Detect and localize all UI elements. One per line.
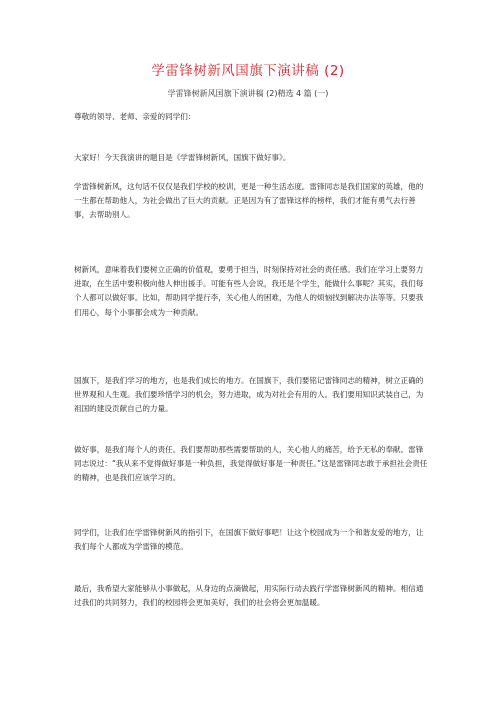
body-paragraph-3: 国旗下，是我们学习的地方，也是我们成长的地方。在国旗下，我们要铭记雷锋同志的精神，树立正确的世界观和人生观。我们要珍惜学习的机会，努力进取，成为对社会有用的人。我们要用知识武装自己，为祖国的建设贡献自己的力量。 — [74, 376, 424, 414]
body-paragraph-2: 树新风，意味着我们要树立正确的价值观，要勇于担当，时刻保持对社会的责任感。我们在学习上要努力进取，在生活中要积极向他人伸出援手。可能有些人会说，我还是个学生，能做什么事呢？其实，我们每个人都可以做好事。比如，帮助同学提行李，关心他人的困难，为他人的烦恼找到解决办法等等。只要我们用心，每个小事都会成为一种贡献。 — [74, 265, 424, 317]
closing-paragraph: 最后，我希望大家能够从小事做起，从身边的点滴做起，用实际行动去践行学雷锋树新风的精神。相信通过我们的共同努力，我们的校园将会更加美好，我们的社会将会更加温暖。 — [74, 584, 424, 608]
document-subtitle: 学雷锋树新风国旗下演讲稿 (2)精选 4 篇 (一) — [167, 89, 329, 98]
greeting-paragraph: 大家好！今天我演讲的题目是《学雷锋树新风，国旗下做好事》。 — [74, 153, 291, 162]
body-paragraph-5: 同学们，让我们在学雷锋树新风的指引下，在国旗下做好事吧！让这个校园成为一个和谐友爱的地方，让我们每个人都成为学雷锋的模范。 — [74, 528, 424, 552]
body-paragraph-4: 做好事，是我们每个人的责任。我们要帮助那些需要帮助的人，关心他人的痛苦，给予无私的奉献。雷锋同志说过：“我从来不觉得做好事是一种负担，我觉得做好事是一种责任。”这是雷锋同志敢于承担社会责任的精神，也是我们应该学习的。 — [74, 445, 428, 483]
document-title: 学雷锋树新风国旗下演讲稿 (2) — [151, 63, 345, 79]
body-paragraph-1: 学雷锋树新风，这句话不仅仅是我们学校的校训，更是一种生活态度。雷锋同志是我们国家的英雄，他的一生都在帮助他人，为社会做出了巨大的贡献。正是因为有了雷锋这样的榜样，我们才能有勇气去行善事，去帮助别人。 — [74, 182, 424, 220]
salutation-paragraph: 尊敬的领导、老师、亲爱的同学们： — [74, 112, 196, 121]
